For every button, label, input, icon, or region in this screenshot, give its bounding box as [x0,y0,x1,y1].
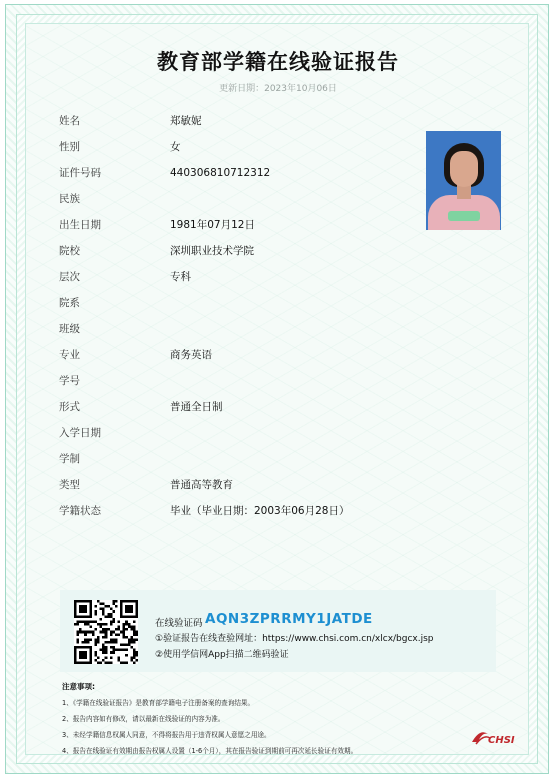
qr-code-icon[interactable] [74,600,138,664]
field-label: 证件号码 [59,167,101,179]
field-value: 商务英语 [170,349,212,361]
field-value: 专科 [170,271,191,283]
verification-code-label: 在线验证码 [155,618,203,629]
field-label: 层次 [59,271,80,283]
verification-url-line: ①验证报告在线查验网址：https://www.chsi.com.cn/xlcx/bgcx.jsp [155,634,434,644]
note-item: 3、未经学籍信息权属人同意，不得将报告用于违背权属人意愿之用途。 [62,731,271,739]
field-value: 440306810712312 [170,167,271,179]
field-value: 女 [170,141,181,153]
field-value: 深圳职业技术学院 [170,245,254,257]
field-label: 形式 [59,401,80,413]
field-label: 专业 [59,349,80,361]
report-title: 教育部学籍在线验证报告 [157,50,399,74]
field-label: 姓名 [59,115,80,127]
field-value: 毕业（毕业日期：2003年06月28日） [170,505,350,517]
field-label: 出生日期 [59,219,101,231]
field-label: 院校 [59,245,80,257]
field-label: 性别 [59,141,80,153]
field-label: 学号 [59,375,80,387]
field-label: 学籍状态 [59,505,101,517]
field-value: 郑敏妮 [170,115,202,127]
student-photo [426,131,501,230]
field-value: 1981年07月12日 [170,219,255,231]
update-date: 更新日期：2023年10月06日 [219,84,337,94]
note-item: 1、《学籍在线验证报告》是教育部学籍电子注册备案的查询结果。 [62,699,255,707]
chsi-logo-text: CHSI [488,735,515,746]
field-label: 院系 [59,297,80,309]
field-label: 类型 [59,479,80,491]
note-item: 4、报告在线验证有效期由报告权属人设置（1-6个月），其在报告验证到期前可再次延长验证有效期。 [62,747,358,755]
verification-app-line: ②使用学信网App扫描二维码验证 [155,650,289,660]
field-label: 班级 [59,323,80,335]
notes-title: 注意事项: [62,682,95,691]
field-label: 入学日期 [59,427,101,439]
field-value: 普通全日制 [170,401,223,413]
field-value: 普通高等教育 [170,479,233,491]
note-item: 2、报告内容如有修改，请以最新在线验证的内容为准。 [62,715,225,723]
verification-code: AQN3ZPRRMY1JATDE [205,611,373,627]
field-label: 学制 [59,453,80,465]
field-label: 民族 [59,193,80,205]
